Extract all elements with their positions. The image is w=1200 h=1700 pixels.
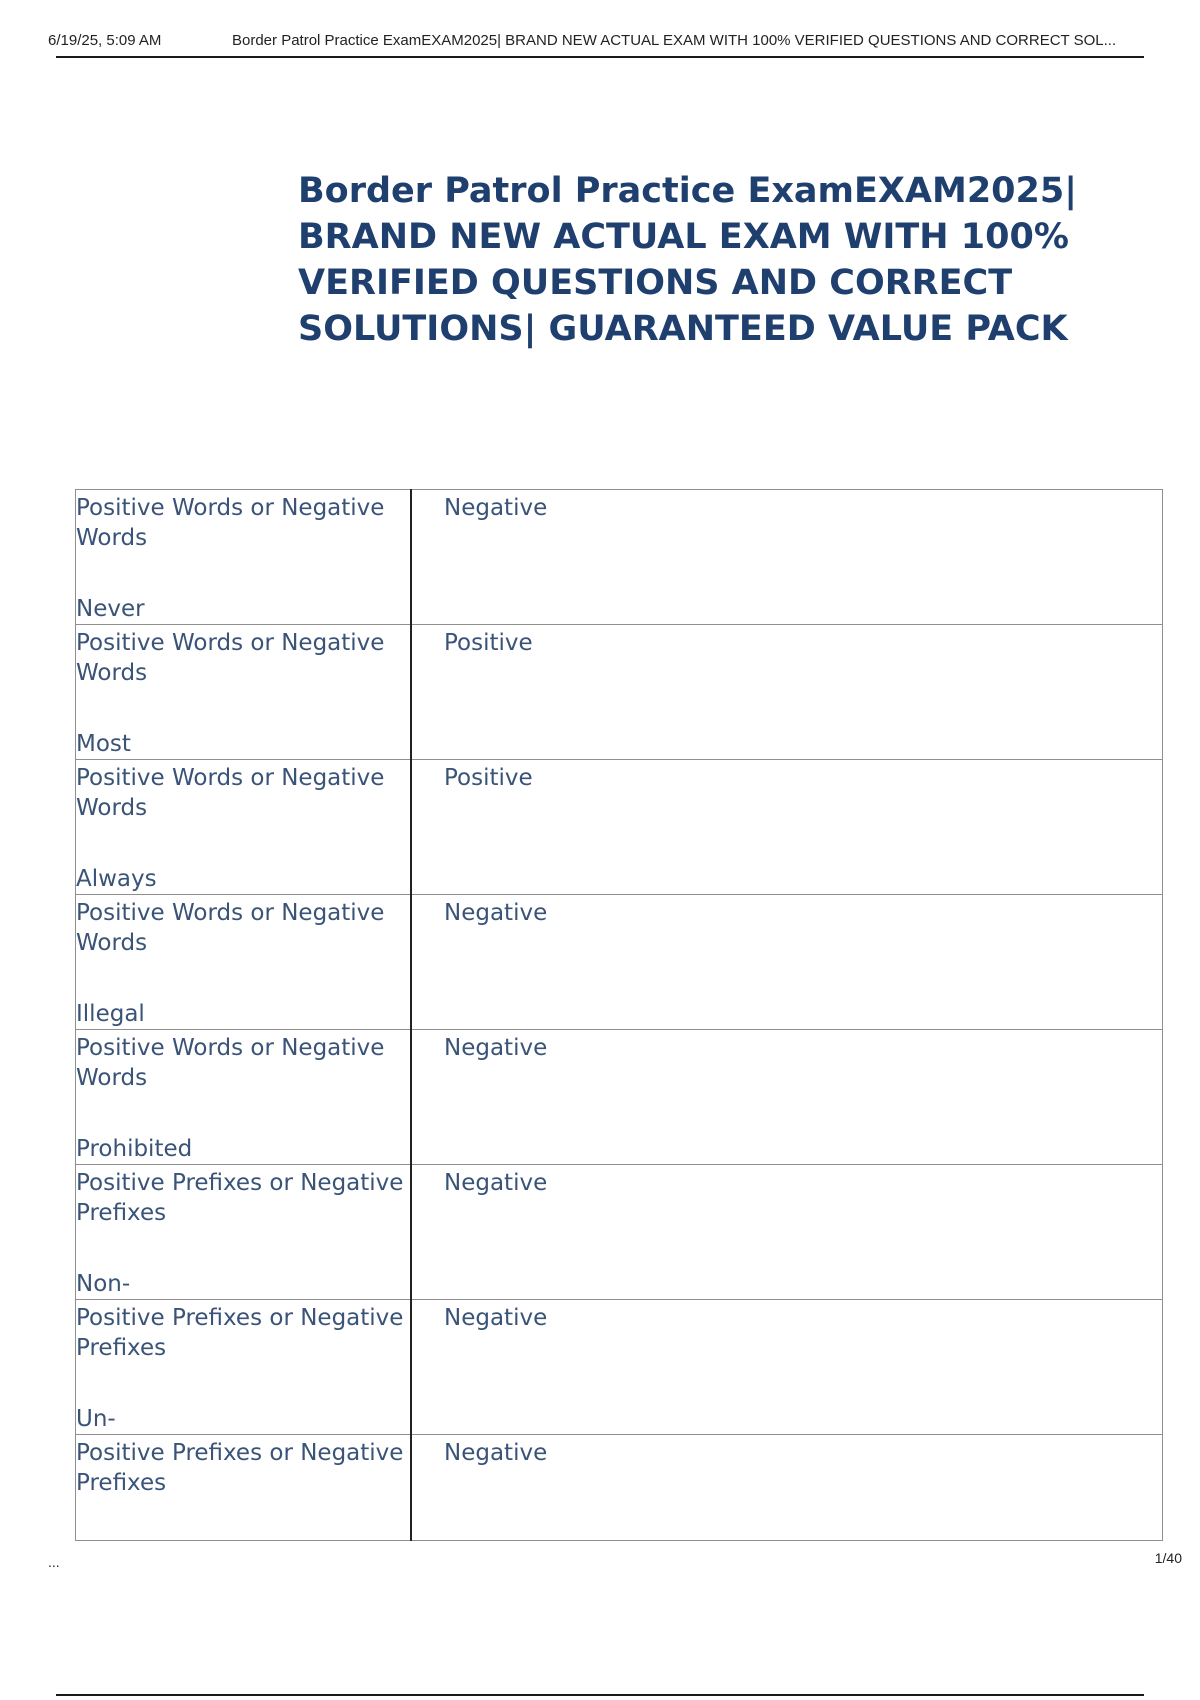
question-cell: [76, 1030, 412, 1165]
question-term: Non-: [76, 1271, 131, 1297]
question-term: Always: [76, 866, 157, 892]
question-category: Positive Words or Negative Words: [76, 495, 385, 551]
footer-ellipsis: ...: [48, 1554, 60, 1570]
flashcard-table: [75, 489, 1163, 1541]
question-category: Positive Prefixes or Negative Prefixes: [76, 1440, 404, 1496]
question-cell: [76, 1165, 412, 1300]
page-number: 1/40: [1154, 1550, 1182, 1566]
question-category: Positive Prefixes or Negative Prefixes: [76, 1305, 404, 1361]
footer-rule: [56, 1694, 1144, 1696]
question-cell: [76, 490, 412, 625]
table-row: [76, 1030, 1163, 1165]
table-row: [76, 490, 1163, 625]
question-term: Prohibited: [76, 1136, 193, 1162]
print-datetime: 6/19/25, 5:09 AM: [48, 32, 162, 49]
answer-cell: Positive: [411, 760, 1163, 895]
question-term: Most: [76, 731, 131, 757]
answer-cell: Negative: [411, 1435, 1163, 1541]
answer-cell: Negative: [411, 1300, 1163, 1435]
table-row: [76, 1165, 1163, 1300]
question-cell: [76, 760, 412, 895]
question-cell: [76, 895, 412, 1030]
question-term: Un-: [76, 1406, 116, 1432]
answer-cell: Negative: [411, 490, 1163, 625]
answer-cell: Negative: [411, 1030, 1163, 1165]
question-cell: [76, 625, 412, 760]
question-cell: [76, 1300, 412, 1435]
header-rule: [56, 56, 1144, 58]
answer-cell: Negative: [411, 895, 1163, 1030]
question-term: Illegal: [76, 1001, 145, 1027]
table-row: [76, 1435, 1163, 1541]
question-category: Positive Words or Negative Words: [76, 765, 385, 821]
question-cell: [76, 1435, 412, 1541]
table-row: [76, 760, 1163, 895]
print-doc-title: Border Patrol Practice ExamEXAM2025| BRAND NEW ACTUAL EXAM WITH 100% VERIFIED QUESTIONS AND CORRECT SOL...: [232, 32, 1117, 49]
question-term: Never: [76, 596, 145, 622]
question-category: Positive Prefixes or Negative Prefixes: [76, 1170, 404, 1226]
document-title: Border Patrol Practice ExamEXAM2025| BRAND NEW ACTUAL EXAM WITH 100% VERIFIED QUESTIONS AND CORRECT SOLUTIONS| GUARANTEED VALUE PACK: [298, 171, 1078, 349]
question-category: Positive Words or Negative Words: [76, 1035, 385, 1091]
question-category: Positive Words or Negative Words: [76, 630, 385, 686]
table-row: [76, 625, 1163, 760]
answer-cell: Negative: [411, 1165, 1163, 1300]
print-header: [48, 28, 1176, 52]
table-row: [76, 1300, 1163, 1435]
table-row: [76, 895, 1163, 1030]
question-category: Positive Words or Negative Words: [76, 900, 385, 956]
answer-cell: Positive: [411, 625, 1163, 760]
